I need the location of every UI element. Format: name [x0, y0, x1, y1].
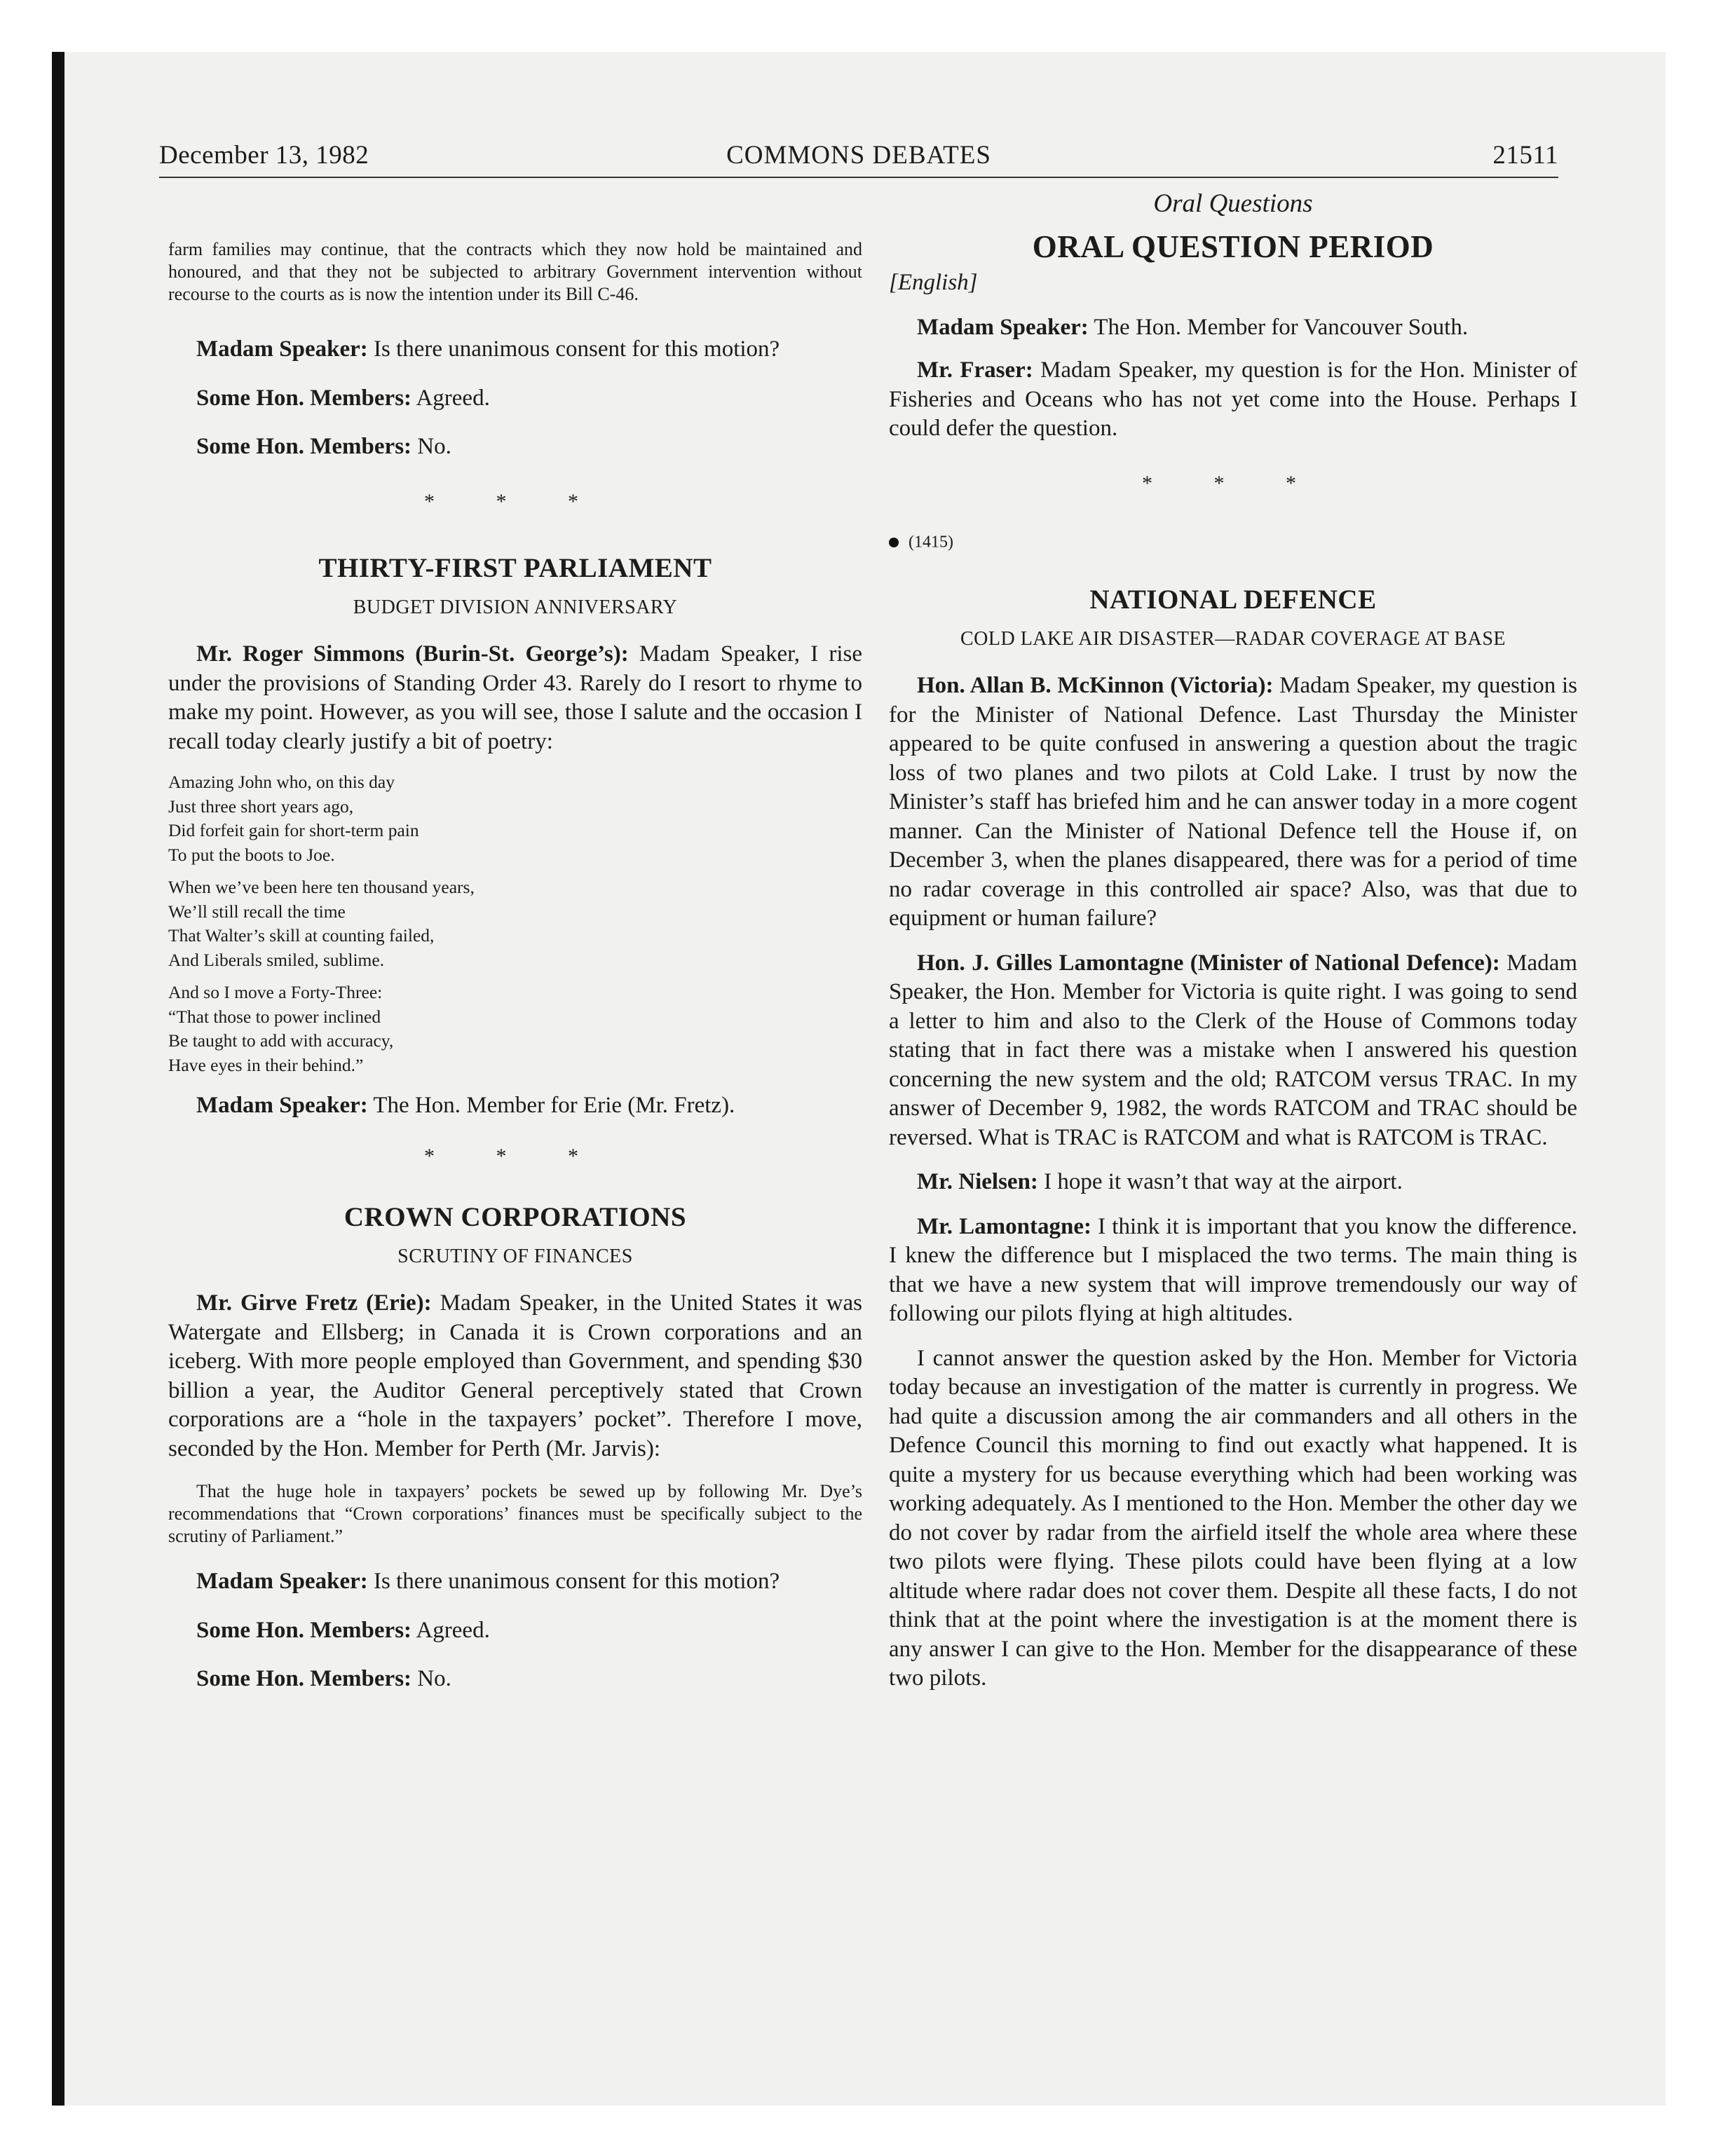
header-page-number: 21511	[1492, 141, 1558, 170]
paragraph-no-2	[168, 1665, 862, 1694]
paragraph-text: Agreed.	[416, 1617, 490, 1643]
paragraph-text: Is there unanimous consent for this motion?	[373, 1569, 780, 1594]
paragraph-agreed-1	[168, 384, 862, 414]
speaker-name: Some Hon. Members:	[196, 434, 412, 459]
speaker-name: Madam Speaker:	[917, 314, 1089, 340]
paragraph-simmons	[168, 640, 862, 756]
scan-edge	[52, 52, 64, 2106]
header-title: COMMONS DEBATES	[726, 141, 991, 170]
paragraph-nielsen	[889, 1168, 1577, 1197]
paragraph-lamontagne	[889, 949, 1577, 1153]
speaker-name: Madam Speaker:	[196, 1093, 368, 1118]
paragraph-no-1	[168, 432, 862, 462]
section-separator: * * *	[1142, 471, 1324, 495]
poem-line: That Walter’s skill at counting failed,	[168, 925, 435, 946]
section-heading-thirty-first-parliament: THIRTY-FIRST PARLIAMENT	[318, 553, 712, 583]
paragraph-text: The Hon. Member for Vancouver South.	[1094, 314, 1469, 340]
section-separator: * * *	[424, 1144, 606, 1168]
speaker-name: Madam Speaker:	[196, 336, 368, 362]
poem-line: And Liberals smiled, sublime.	[168, 949, 385, 970]
paragraph-text: Madam Speaker, the Hon. Member for Victoria is quite right. I was going to send a letter to him and also to the Clerk of the House of Commons today stating that in fact there was a mistake when I answered his question concerning the new system and the old; RATCOM versus TRAC. In my answer of December 9, 1982, the words RATCOM and TRAC should be reversed. What is TRAC is RATCOM and what is RATCOM is TRAC.	[889, 950, 1578, 1150]
poem-line: And so I move a Forty-Three:	[168, 982, 383, 1002]
paragraph-text: Madam Speaker, in the United States it was Watergate and Ellsberg; in Canada it is Crown corporations and an iceberg. With more people employed than Government, and spending $30 billion a year, the Auditor General perceptively stated that Crown corporations are a “hole in the taxpayers’ pocket”. Therefore I move, seconded by the Hon. Member for Perth (Mr. Jarvis):	[168, 1290, 862, 1461]
paragraph-fretz	[168, 1289, 862, 1464]
speaker-name: Mr. Girve Fretz (Erie):	[196, 1290, 432, 1316]
section-caption: Oral Questions	[1153, 189, 1313, 218]
time-marker	[889, 527, 1577, 557]
subheading-budget-division: BUDGET DIVISION ANNIVERSARY	[353, 596, 678, 618]
intro-paragraph: farm families may continue, that the contracts which they now hold be maintained and honoured, and that they not be subjected to arbitrary Government intervention without recourse to the courts as is now the intention under its Bill C-46.	[168, 239, 862, 304]
poem-line: Just three short years ago,	[168, 796, 354, 817]
page-header	[159, 140, 1558, 182]
paragraph-lamontagne-2	[889, 1213, 1577, 1329]
speaker-name: Mr. Lamontagne:	[917, 1213, 1091, 1239]
paragraph-lamontagne-3: I cannot answer the question asked by the Hon. Member for Victoria today because an investigation of the matter is currently in progress. We had quite a discussion among the air commanders and all others in the Defence Council this morning to find out exactly what happened. It is quite a mystery for us because everything which had been working was working adequately. As I mentioned to the Hon. Member the other day we do not cover by radar from the airfield itself the whole area where these two pilots were flying. These pilots could have been flying at a low altitude where radar does not cover them. Despite all these facts, I do not think that at the point where the investigation is at the moment there is any answer I can give to the Hon. Member for the disappearance of these two pilots.	[889, 1345, 1577, 1691]
header-date: December 13, 1982	[159, 141, 369, 170]
paragraph-text: I think it is important that you know the difference. I knew the difference but I misplaced the two terms. The main thing is that we have a new system that will improve tremendously our way of following our pilots flying at high altitudes.	[889, 1213, 1577, 1327]
language-marker: [English]	[889, 270, 978, 295]
speaker-name: Mr. Roger Simmons (Burin-St. George’s):	[196, 641, 629, 667]
paragraph-madam-speaker-consent-1	[168, 335, 862, 364]
paragraph-madam-speaker-consent-2	[168, 1567, 862, 1597]
right-column	[889, 189, 1577, 1693]
paragraph-text: Is there unanimous consent for this motion?	[373, 336, 780, 362]
poem-stanza	[168, 981, 862, 1077]
speaker-name: Mr. Nielsen:	[917, 1169, 1038, 1195]
poem-line: Be taught to add with accuracy,	[168, 1030, 394, 1051]
speaker-name: Madam Speaker:	[196, 1569, 368, 1594]
poem-line: When we’ve been here ten thousand years,	[168, 877, 475, 897]
poem-line: “That those to power inclined	[168, 1006, 381, 1027]
speaker-name: Mr. Fraser:	[917, 357, 1033, 383]
paragraph-text: Agreed.	[416, 385, 490, 411]
subheading-cold-lake: COLD LAKE AIR DISASTER—RADAR COVERAGE AT BASE	[960, 627, 1506, 650]
poem-line: We’ll still recall the time	[168, 901, 346, 922]
speaker-name: Hon. Allan B. McKinnon (Victoria):	[917, 673, 1274, 699]
paragraph-fraser	[889, 356, 1577, 444]
section-separator: * * *	[424, 489, 606, 513]
paragraph-text: Madam Speaker, my question is for the Minister of National Defence. Last Thursday the Minister appeared to be quite confused in answering a question about the tragic loss of two planes and two pilots at Cold Lake. I trust by now the Minister’s staff has briefed him and he can answer today in a more cogent manner. Can the Minister of National Defence tell the House if, on December 3, when the planes disappeared, there was for a period of time no radar coverage in this controlled air space? Also, was that due to equipment or human failure?	[889, 673, 1577, 932]
paragraph-mckinnon	[889, 671, 1577, 934]
paragraph-text: No.	[417, 434, 451, 459]
paragraph-madam-speaker-erie	[168, 1091, 862, 1121]
paragraph-text: Madam Speaker, I rise under the provisions of Standing Order 43. Rarely do I resort to rhyme to make my point. However, as you will see, those I salute and the occasion I recall today clearly justify a bit of poetry:	[168, 641, 862, 754]
section-heading-oral-question-period: ORAL QUESTION PERIOD	[1032, 228, 1434, 264]
time-marker-text: (1415)	[909, 533, 953, 552]
bullet-dot-icon	[889, 538, 899, 547]
section-heading-national-defence: NATIONAL DEFENCE	[1089, 585, 1377, 615]
speaker-name: Some Hon. Members:	[196, 1617, 412, 1643]
motion-quote: That the huge hole in taxpayers’ pockets be sewed up by following Mr. Dye’s recommendations that “Crown corporations’ finances must be specifically subject to the scrutiny of Parliament.”	[168, 1481, 862, 1546]
poem-line: Amazing John who, on this day	[168, 772, 395, 792]
header-rule	[159, 177, 1558, 178]
poem-stanza	[168, 875, 862, 972]
poem-line: Did forfeit gain for short-term pain	[168, 820, 419, 840]
paragraph-text: The Hon. Member for Erie (Mr. Fretz).	[373, 1093, 735, 1118]
poem	[168, 770, 862, 1077]
paragraph-text: No.	[417, 1666, 451, 1691]
speaker-name: Hon. J. Gilles Lamontagne (Minister of National Defence):	[917, 950, 1500, 976]
left-column	[168, 189, 862, 1694]
subheading-scrutiny-of-finances: SCRUTINY OF FINANCES	[397, 1245, 633, 1267]
speaker-name: Some Hon. Members:	[196, 1666, 412, 1691]
paragraph-agreed-2	[168, 1616, 862, 1646]
poem-line: To put the boots to Joe.	[168, 844, 335, 865]
poem-line: Have eyes in their behind.”	[168, 1054, 364, 1075]
paragraph-madam-speaker-vancouver	[889, 313, 1577, 343]
paragraph-text: Madam Speaker, my question is for the Hon. Minister of Fisheries and Oceans who has not yet come into the House. Perhaps I could defer the question.	[889, 357, 1577, 441]
poem-stanza	[168, 770, 862, 867]
section-heading-crown-corporations: CROWN CORPORATIONS	[343, 1202, 687, 1232]
speaker-name: Some Hon. Members:	[196, 385, 412, 411]
paragraph-text: I hope it wasn’t that way at the airport.	[1044, 1169, 1403, 1195]
